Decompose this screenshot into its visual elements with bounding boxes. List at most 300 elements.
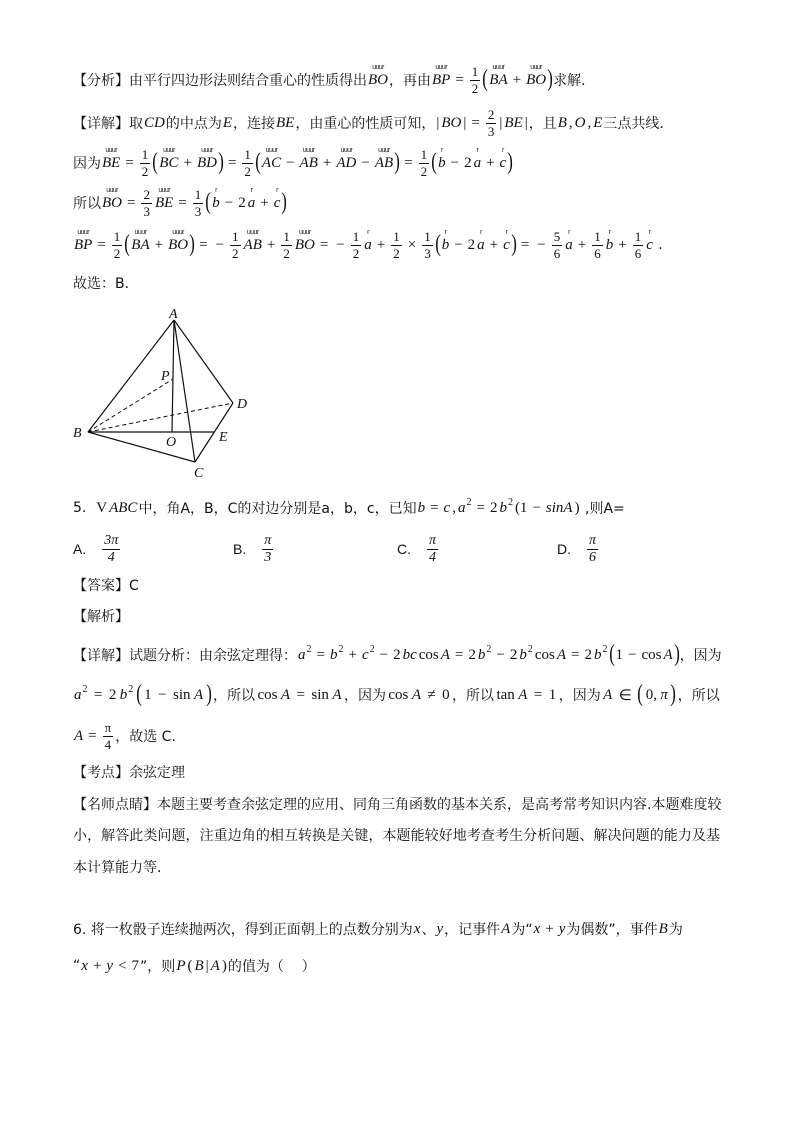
- vector-letters: BO: [102, 195, 122, 211]
- text-run: ，所以: [213, 688, 255, 704]
- vector: [247, 187, 257, 211]
- vector: [437, 147, 447, 171]
- vector-letters: c: [273, 195, 281, 211]
- vector-arrow-mark: r: [444, 229, 447, 236]
- vector-letters: c: [503, 237, 510, 253]
- math-symbol: cos: [388, 686, 409, 703]
- math-symbol: 7: [131, 957, 140, 974]
- vector-arrow-mark: uuur: [299, 229, 311, 236]
- detail-line-1: [73, 635, 720, 675]
- math-variable: b: [417, 499, 426, 516]
- vector-arrow-mark: uuur: [134, 229, 147, 236]
- analysis-line-3: [73, 143, 513, 183]
- parenthesis: ): [673, 641, 680, 667]
- fraction-denominator: 3: [487, 123, 495, 139]
- math-symbol: =: [476, 499, 485, 516]
- math-variable: BO: [441, 114, 462, 131]
- parenthesis: ): [507, 149, 514, 175]
- analysis-conclusion: 故选：B.: [73, 276, 130, 292]
- q6-stem-line-2: [73, 946, 316, 986]
- math-variable: A: [210, 957, 220, 974]
- math-symbol: =: [227, 154, 237, 171]
- math-power: [498, 496, 514, 517]
- text-run: .: [653, 237, 663, 253]
- vector-letters: c: [646, 237, 653, 253]
- vector: [473, 147, 483, 171]
- math-variable: x: [533, 920, 541, 937]
- math-symbol: +: [266, 236, 276, 253]
- text-run: 为: [668, 922, 683, 938]
- math-symbol: +: [512, 71, 522, 88]
- option-a: [73, 529, 122, 569]
- math-power: [329, 643, 345, 664]
- text-run: 为偶数”，事件: [566, 922, 658, 938]
- text-run: 求解.: [553, 73, 586, 89]
- vector-arrow-mark: r: [276, 187, 278, 194]
- math-symbol: =: [404, 154, 413, 171]
- label-a: A: [169, 307, 178, 322]
- analysis-line-4: [73, 183, 287, 223]
- fraction: [112, 230, 123, 261]
- math-symbol: =: [296, 686, 305, 703]
- option-label: A.: [73, 541, 87, 557]
- math-symbol: +: [183, 154, 192, 171]
- fraction-denominator: 2: [232, 245, 239, 261]
- vector: [441, 229, 451, 253]
- vector: [488, 64, 508, 88]
- fraction: [230, 230, 241, 261]
- vector-arrow-mark: uuur: [158, 187, 170, 194]
- math-variable: B: [194, 957, 204, 974]
- fraction: [351, 230, 362, 261]
- fraction-numerator: π: [264, 532, 272, 548]
- math-variable: A: [74, 727, 84, 744]
- math-variable: sinA: [545, 499, 573, 516]
- math-variable: CD: [144, 114, 165, 131]
- math-symbol: =: [316, 646, 325, 663]
- math-power: [73, 683, 89, 704]
- fraction-numerator: 1: [194, 186, 202, 202]
- fraction-numerator: 1: [232, 228, 239, 244]
- vector-arrow-mark: uuur: [105, 147, 117, 154]
- math-symbol: −: [215, 236, 225, 253]
- label-p: P: [161, 369, 170, 384]
- text-run: 的中点为: [165, 116, 222, 132]
- edge-ac: [174, 320, 195, 462]
- q6-stem-line-1: [73, 909, 683, 949]
- math-symbol: ×: [407, 236, 417, 253]
- analysis-line-5: [73, 225, 663, 265]
- vector: [299, 147, 319, 171]
- fraction-denominator: 3: [194, 203, 202, 219]
- math-variable: B: [557, 114, 567, 131]
- vector-arrow-mark: r: [608, 229, 611, 236]
- fraction-numerator: 1: [634, 228, 642, 244]
- vector: [363, 229, 373, 253]
- vector-arrow-mark: r: [367, 229, 369, 236]
- math-symbol: ): [221, 957, 227, 974]
- teacher-comment-line-1: 【名师点睛】本题主要考查余弦定理的应用、同角三角函数的基本关系，是高考常考知识内容.本题难度较: [73, 797, 722, 813]
- fraction-denominator: 2: [420, 163, 428, 179]
- fraction-numerator: π: [589, 532, 597, 548]
- vector: [564, 229, 574, 253]
- vector-letters: BP: [432, 72, 451, 88]
- parenthesis: (: [135, 681, 142, 707]
- math-symbol: −: [454, 236, 463, 253]
- vector-letters: BO: [526, 72, 547, 88]
- math-symbol: =: [430, 499, 439, 516]
- math-symbol: 2: [468, 646, 476, 663]
- option-label: C.: [397, 541, 411, 557]
- detail-line-3: [73, 716, 176, 756]
- vector-arrow-mark: r: [480, 229, 482, 236]
- vector-arrow-mark: r: [568, 229, 570, 236]
- vector: [374, 147, 394, 171]
- math-symbol: −: [537, 236, 546, 253]
- fraction-denominator: 2: [283, 245, 290, 261]
- math-variable: b: [594, 646, 602, 663]
- superscript: 2: [466, 496, 472, 508]
- parenthesis: ): [281, 189, 288, 215]
- fraction-denominator: 2: [113, 245, 121, 261]
- vector-arrow-mark: uuur: [492, 64, 505, 71]
- vector-letters: BD: [196, 155, 217, 171]
- vector: [196, 147, 218, 171]
- text-run: 【详解】试题分析：由余弦定理得：: [73, 648, 297, 664]
- fraction: [470, 65, 481, 96]
- math-power: [297, 643, 313, 664]
- fraction-numerator: 2: [143, 186, 150, 202]
- superscript: 2: [369, 643, 375, 655]
- vector: [367, 64, 389, 88]
- fraction-denominator: 2: [471, 80, 479, 96]
- vector-letters: b: [441, 237, 450, 253]
- parenthesis: (: [205, 189, 212, 215]
- math-variable: c: [443, 499, 451, 516]
- vector: [261, 147, 282, 171]
- math-symbol: 1: [615, 646, 623, 663]
- math-variable: A: [411, 686, 421, 703]
- math-symbol: −: [158, 686, 167, 703]
- math-variable: B: [658, 920, 668, 937]
- vector-letters: a: [364, 237, 372, 253]
- analysis-line-2: [73, 103, 664, 143]
- vector-letters: BA: [131, 237, 150, 253]
- text-run: 所以: [73, 196, 101, 212]
- parenthesis: (: [152, 149, 159, 175]
- vector: [502, 229, 511, 253]
- text-run: ，因为: [558, 688, 601, 704]
- math-symbol: |: [463, 114, 467, 131]
- math-symbol: =: [199, 236, 208, 253]
- parenthesis: ): [394, 149, 400, 175]
- knowledge-point: 【考点】余弦定理: [73, 765, 185, 781]
- vector-arrow-mark: uuur: [530, 64, 542, 71]
- math-variable: E: [593, 114, 603, 131]
- math-variable: A: [440, 646, 450, 663]
- text-run: 5.: [73, 500, 96, 516]
- vector-letters: BE: [102, 155, 121, 171]
- text-run: ，再由: [389, 73, 431, 89]
- vector: [211, 187, 221, 211]
- superscript: 2: [306, 643, 312, 655]
- fraction-denominator: 2: [244, 163, 251, 179]
- fraction: [141, 188, 152, 219]
- math-symbol: 2: [108, 686, 117, 703]
- math-variable: a: [74, 686, 82, 703]
- math-symbol: 2: [509, 646, 518, 663]
- fraction-numerator: 1: [141, 146, 149, 162]
- fraction-numerator: π: [429, 532, 437, 548]
- math-variable: b: [499, 499, 507, 516]
- vector: [243, 229, 263, 253]
- tetrahedron-figure: [60, 300, 260, 480]
- math-symbol: +: [322, 154, 332, 171]
- math-variable: x: [413, 920, 421, 937]
- vector-letters: BO: [168, 237, 189, 253]
- vector-arrow-mark: uuur: [340, 147, 353, 154]
- math-symbol: ,: [452, 499, 456, 516]
- math-symbol: 2: [489, 499, 498, 516]
- math-symbol: |: [205, 957, 209, 974]
- vector-arrow-mark: r: [502, 147, 504, 154]
- math-variable: a: [298, 646, 306, 663]
- text-run: ,则A=: [580, 501, 625, 517]
- vector-letters: AB: [299, 155, 318, 171]
- superscript: 2: [82, 683, 88, 695]
- parenthesis: (: [608, 641, 615, 667]
- fraction-denominator: 6: [634, 245, 642, 261]
- math-variable: bc: [402, 646, 417, 663]
- vector-arrow-mark: r: [476, 147, 479, 154]
- math-symbol: +: [545, 920, 554, 937]
- fraction-numerator: 3π: [104, 532, 119, 548]
- fraction-numerator: 1: [352, 228, 360, 244]
- math-symbol: 2: [467, 236, 476, 253]
- math-variable: a: [457, 499, 466, 516]
- math-variable: b: [329, 646, 338, 663]
- vector-arrow-mark: uuur: [163, 147, 175, 154]
- fraction: [193, 188, 204, 219]
- parenthesis: ): [218, 149, 224, 175]
- vector: [476, 229, 486, 253]
- math-symbol: +: [486, 154, 495, 171]
- vector: [431, 64, 451, 88]
- vector-arrow-mark: uuur: [172, 229, 184, 236]
- math-symbol: =: [471, 114, 480, 131]
- text-run: ，所以: [677, 688, 720, 704]
- superscript: 2: [527, 643, 533, 655]
- parenthesis: ): [189, 231, 195, 257]
- superscript: 2: [486, 643, 492, 655]
- parenthesis: (: [431, 149, 437, 175]
- fraction: [242, 148, 253, 179]
- vector: [158, 147, 179, 171]
- math-symbol: =: [93, 686, 103, 703]
- vector: [101, 147, 121, 171]
- math-symbol: =: [125, 154, 134, 171]
- vector-letters: a: [477, 237, 485, 253]
- text-run: 为“: [511, 922, 533, 938]
- vector-letters: BE: [154, 195, 174, 211]
- math-symbol: cos: [257, 686, 278, 703]
- teacher-comment-line-2: 小，解答此类问题，注重边角的相互转换是关键，本题能较好地考查考生分析问题、解决问题的能力及基: [73, 828, 720, 844]
- vector: [294, 229, 316, 253]
- math-variable: b: [477, 646, 486, 663]
- math-symbol: +: [154, 236, 164, 253]
- math-power: [593, 643, 609, 664]
- math-symbol: −: [532, 499, 541, 516]
- vector-letters: BO: [368, 72, 388, 88]
- math-power: [518, 643, 534, 664]
- text-run: 三点共线.: [603, 116, 664, 132]
- math-symbol: =: [454, 646, 464, 663]
- math-power: [361, 643, 376, 664]
- math-symbol: cos: [534, 646, 555, 663]
- math-symbol: sin: [173, 686, 191, 703]
- math-symbol: +: [618, 236, 627, 253]
- fraction: [427, 534, 438, 565]
- superscript: 2: [507, 496, 513, 508]
- fraction-numerator: 1: [594, 228, 601, 244]
- fraction: [102, 534, 120, 565]
- option-d: [557, 529, 600, 569]
- vector: [605, 229, 615, 253]
- math-symbol: cos: [418, 646, 439, 663]
- fraction-denominator: 3: [424, 245, 431, 261]
- math-symbol: =: [571, 646, 580, 663]
- math-symbol: +: [489, 236, 499, 253]
- vector-letters: a: [247, 195, 256, 211]
- math-variable: x: [81, 957, 88, 974]
- vector-arrow-mark: r: [250, 187, 253, 194]
- parenthesis: ): [670, 681, 677, 707]
- fraction-denominator: 4: [429, 549, 436, 565]
- math-power: [477, 643, 493, 664]
- math-variable: BE: [504, 114, 523, 131]
- math-symbol: 1: [144, 686, 152, 703]
- fraction: [140, 148, 151, 179]
- math-variable: E: [222, 114, 233, 131]
- superscript: 2: [128, 683, 134, 695]
- vector: [335, 147, 357, 171]
- text-run: 6. 将一枚骰子连续抛两次，得到正面朝上的点数分别为: [73, 922, 413, 938]
- fraction: [587, 534, 598, 565]
- vector: [73, 229, 93, 253]
- math-variable: ABC: [109, 499, 138, 516]
- text-run: ，由重心的性质可知，: [295, 116, 436, 132]
- math-symbol: ): [574, 499, 580, 516]
- math-power: [119, 683, 135, 704]
- math-symbol: (1: [514, 499, 528, 516]
- vector-arrow-mark: uuur: [246, 229, 259, 236]
- fraction-numerator: 1: [283, 228, 290, 244]
- math-symbol: |: [524, 114, 528, 131]
- math-symbol: =: [127, 194, 136, 211]
- analysis-line-1: [73, 60, 586, 100]
- vector: [130, 229, 150, 253]
- fraction-denominator: 6: [594, 245, 601, 261]
- math-variable: c: [361, 646, 369, 663]
- fraction-denominator: 2: [141, 163, 149, 179]
- vector-letters: AB: [374, 155, 394, 171]
- math-symbol: 1: [548, 686, 557, 703]
- vector: [273, 187, 282, 211]
- fraction-numerator: 1: [113, 228, 121, 244]
- vector: [167, 229, 189, 253]
- math-symbol: −: [336, 236, 345, 253]
- fraction-numerator: 1: [424, 228, 431, 244]
- fraction-numerator: 1: [471, 63, 479, 79]
- text-run: 【分析】由平行四边形法则结合重心的性质得出: [73, 73, 367, 89]
- parenthesis: ): [205, 681, 212, 707]
- fraction-denominator: 6: [553, 245, 561, 261]
- math-symbol: =: [88, 727, 97, 744]
- text-run: “: [73, 958, 81, 974]
- math-symbol: −: [450, 154, 460, 171]
- math-symbol: 2: [584, 646, 592, 663]
- vector-arrow-mark: r: [215, 187, 217, 194]
- math-variable: π: [660, 686, 668, 703]
- edge-bc: [88, 432, 195, 462]
- math-symbol: =: [520, 236, 530, 253]
- vector-arrow-mark: r: [440, 147, 443, 154]
- math-variable: y: [106, 957, 114, 974]
- vector-letters: a: [565, 237, 573, 253]
- fraction: [552, 230, 563, 261]
- vector-letters: a: [473, 155, 482, 171]
- text-run: ，记事件: [444, 922, 501, 938]
- fraction: [592, 230, 603, 261]
- vector-letters: BP: [74, 237, 93, 253]
- fraction-denominator: 2: [393, 245, 400, 261]
- math-variable: BE: [276, 114, 295, 131]
- option-label: B.: [233, 541, 247, 557]
- text-run: ，因为: [679, 648, 722, 664]
- math-symbol: tan: [496, 686, 515, 703]
- math-symbol: +: [577, 236, 587, 253]
- parenthesis: ): [511, 231, 517, 257]
- math-symbol: −: [361, 154, 370, 171]
- vector-arrow-mark: uuur: [372, 64, 384, 71]
- parenthesis: (: [482, 66, 489, 92]
- text-run: ”，则: [140, 959, 176, 975]
- math-symbol: 2: [393, 646, 401, 663]
- math-variable: A: [603, 686, 613, 703]
- fraction-denominator: 6: [589, 549, 596, 565]
- text-run: 中，角A，B，C的对边分别是a，b，c，已知: [138, 501, 417, 517]
- math-symbol: 0: [442, 686, 450, 703]
- vector-letters: b: [212, 195, 220, 211]
- math-variable: b: [519, 646, 527, 663]
- math-symbol: =: [455, 71, 464, 88]
- label-c: C: [194, 466, 204, 480]
- math-variable: A: [332, 686, 342, 703]
- math-symbol: =: [319, 236, 329, 253]
- vector-arrow-mark: uuur: [77, 229, 89, 236]
- text-run: 因为: [73, 156, 101, 172]
- analysis-heading: 【解析】: [73, 609, 129, 625]
- math-symbol: 2: [464, 154, 472, 171]
- fraction: [391, 230, 402, 261]
- fraction-numerator: 2: [487, 106, 495, 122]
- vector-letters: BO: [294, 237, 315, 253]
- vector: [101, 187, 123, 211]
- math-symbol: 2: [238, 194, 246, 211]
- fraction-denominator: 3: [264, 549, 272, 565]
- q5-stem: [73, 488, 625, 528]
- parenthesis: ): [547, 66, 553, 92]
